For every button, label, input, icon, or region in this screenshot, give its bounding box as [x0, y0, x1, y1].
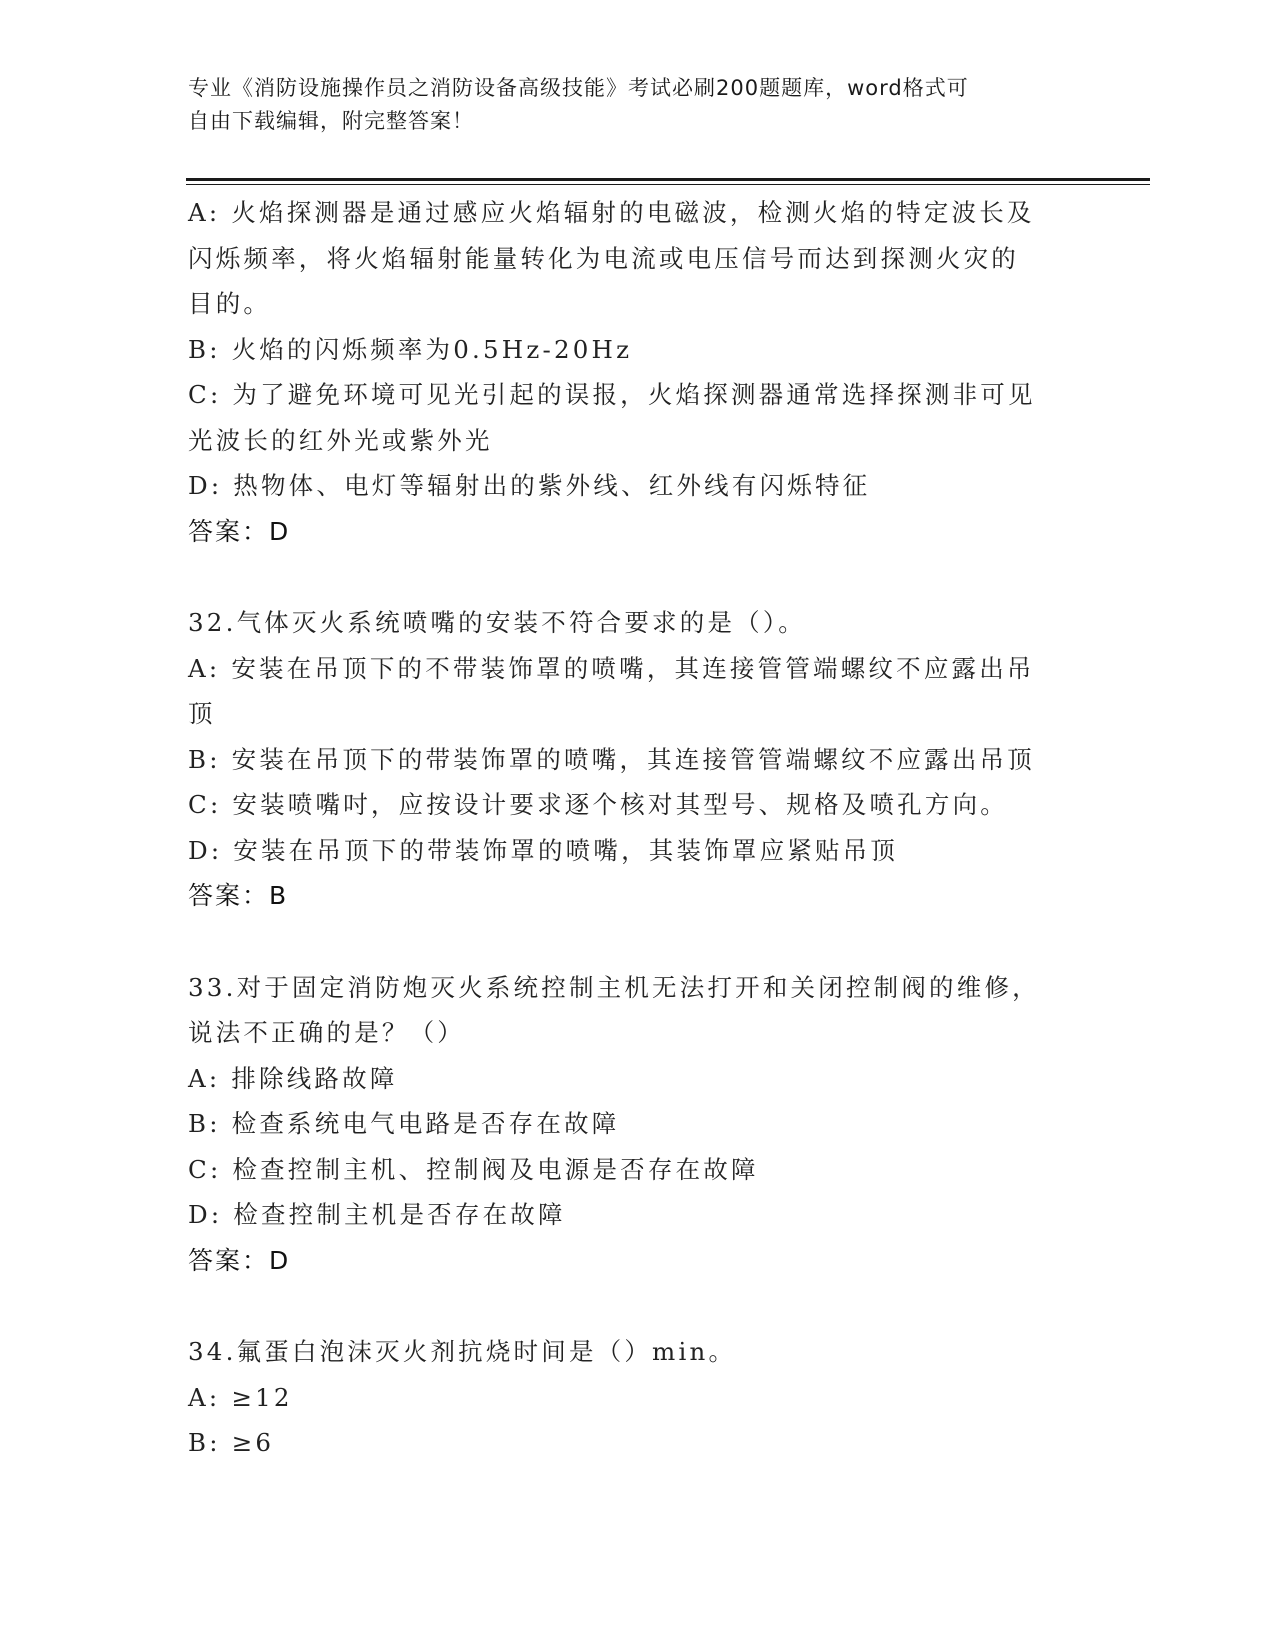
option-a-line-3: 目的。 — [188, 289, 272, 318]
header-divider-thick — [186, 178, 1150, 181]
header-line-2: 自由下载编辑，附完整答案！ — [188, 109, 474, 133]
option-a-line-2: 顶 — [188, 699, 216, 728]
answer: 答案：D — [188, 1245, 291, 1275]
option-b: B: 检查系统电气电路是否存在故障 — [188, 1109, 620, 1138]
option-d: D: 热物体、电灯等辐射出的紫外线、红外线有闪烁特征 — [188, 471, 871, 500]
option-c: C: 检查控制主机、控制阀及电源是否存在故障 — [188, 1154, 759, 1184]
question-stem-line-1: 33.对于固定消防炮灭火系统控制主机无法打开和关闭控制阀的维修， — [188, 972, 1040, 1002]
header-divider-thin — [186, 184, 1150, 185]
option-c: C: 安装喷嘴吋，应按设计要求逐个核对其型号、规格及喷孔方向。 — [188, 790, 1008, 819]
question-stem-line-2: 说法不正确的是？（） — [188, 1018, 465, 1047]
option-a-line-1: A: 安装在吊顶下的不带装饰罩的喷嘴，其连接管管端螺纹不应露出吊 — [188, 653, 1035, 683]
option-a: A: ≥12 — [188, 1382, 293, 1412]
question-33 — [188, 965, 1068, 1284]
option-d: D: 安装在吊顶下的带装饰罩的喷嘴，其装饰罩应紧贴吊顶 — [188, 835, 899, 865]
option-c-line-1: C: 为了避免环境可见光引起的误报，火焰探测器通常选择探测非可见 — [188, 380, 1036, 409]
option-b: B: 火焰的闪烁频率为0.5Hz-20Hz — [188, 334, 633, 364]
question-stem: 34.氟蛋白泡沫灭火剂抗烧时间是（）min。 — [188, 1337, 737, 1366]
option-a-line-1: A: 火焰探测器是通过感应火焰辐射的电磁波，检测火焰的特定波长及 — [188, 198, 1035, 227]
header-line-1: 专业《消防设施操作员之消防设备高级技能》考试必刷200题题库，word格式可 — [188, 76, 969, 100]
question-31-continued — [188, 190, 1068, 554]
question-34 — [188, 1329, 1068, 1466]
option-b: B: ≥6 — [188, 1428, 275, 1457]
answer: 答案：B — [188, 881, 289, 910]
question-stem: 32.气体灭火系统喷嘴的安装不符合要求的是（）。 — [188, 608, 807, 637]
document-header — [188, 72, 1068, 138]
question-32 — [188, 600, 1068, 919]
option-a-line-2: 闪烁频率，将火焰辐射能量转化为电流或电压信号而达到探测火灾的 — [188, 243, 1019, 273]
option-b: B: 安装在吊顶下的带装饰罩的喷嘴，其连接管管端螺纹不应露出吊顶 — [188, 744, 1035, 774]
question-content — [188, 190, 1068, 1466]
option-c-line-2: 光波长的红外光或紫外光 — [188, 425, 493, 455]
answer: 答案：D — [188, 516, 291, 546]
option-d: D: 检查控制主机是否存在故障 — [188, 1200, 566, 1229]
option-a: A: 排除线路故障 — [188, 1063, 398, 1093]
